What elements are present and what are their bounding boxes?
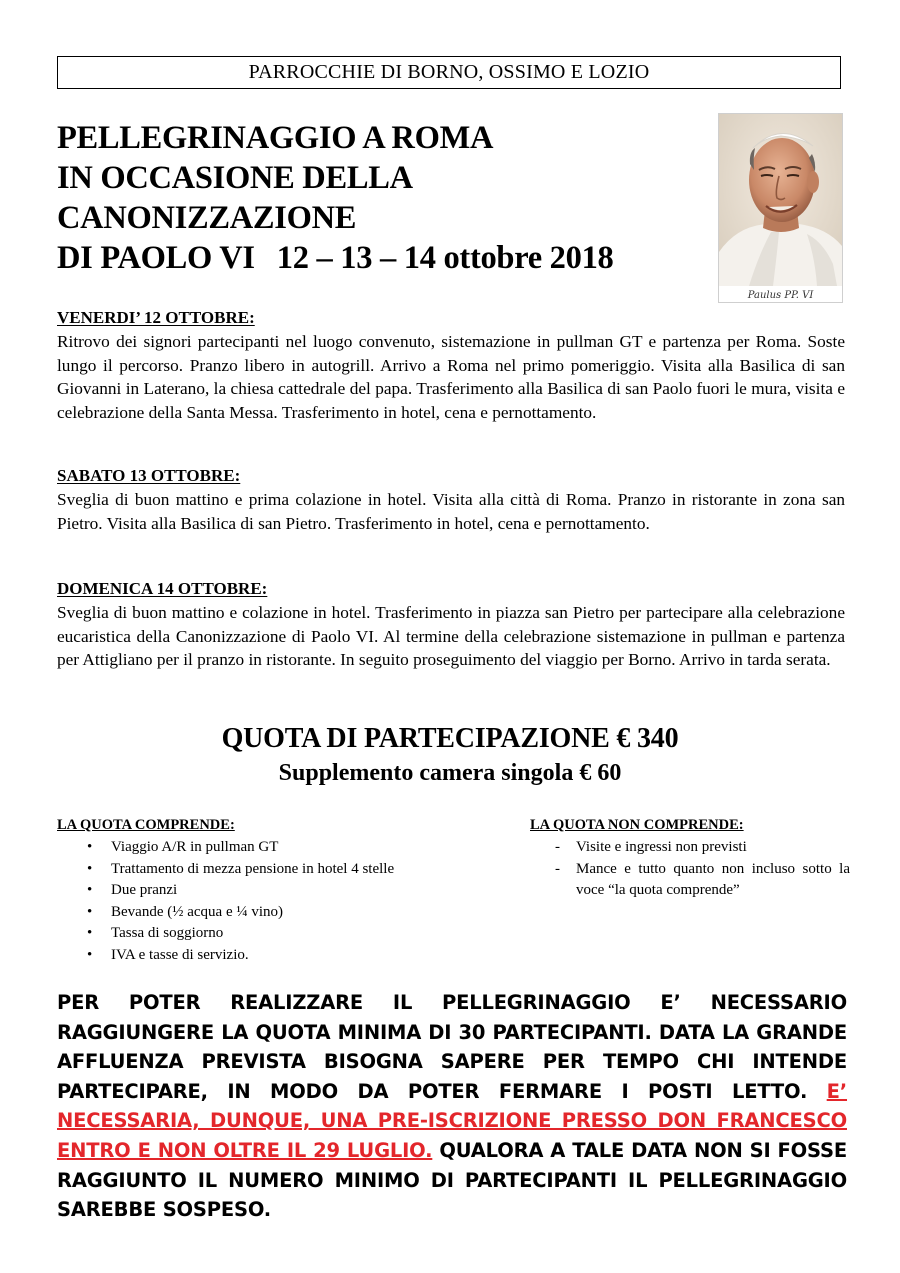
portrait-image [719, 114, 842, 286]
portrait-signature: Paulus PP. VI [747, 290, 814, 301]
list-item: • Viaggio A/R in pullman GT [87, 837, 517, 859]
list-item: • Tassa di soggiorno [87, 923, 517, 945]
list-item: • Due pranzi [87, 880, 517, 902]
day-1-text: Ritrovo dei signori partecipanti nel luogo convenuto, sistemazione in pullman GT e partenza per Roma. Soste lungo il percorso. Pranzo libero in autogrill. Arrivo a Roma nel primo pomeriggio. Visita alla Basilica di san Giovanni in Laterano, la chiesa cattedrale del papa. Trasferimento alla Basilica di san Paolo fuori le mura, visita e celebrazione della Santa Messa. Trasferimento in hotel, cena e pernottamento. [57, 332, 845, 422]
list-item: - Mance e tutto quanto non incluso sotto la voce “la quota comprende” [530, 859, 850, 902]
day-3-text: Sveglia di buon mattino e colazione in hotel. Trasferimento in piazza san Pietro per partecipare alla celebrazione eucaristica della Canonizzazione di Paolo VI. Al termine della celebrazione sistemazione in pullman e partenza per Attigliano per il pranzo in ristorante. In seguito proseguimento del viaggio per Borno. Arrivo in tarda serata. [57, 603, 845, 669]
list-item: • IVA e tasse di servizio. [87, 945, 517, 967]
day-2-section [57, 465, 845, 535]
participation-fee: QUOTA DI PARTECIPAZIONE € 340 [221, 723, 679, 754]
day-1-title: VENERDI’ 12 OTTOBRE: [57, 308, 255, 327]
fee-includes-section [57, 815, 517, 966]
fee-excludes-section [530, 815, 850, 902]
registration-notice [57, 988, 847, 1225]
parishes-header [57, 56, 841, 89]
pope-portrait-photo [718, 113, 843, 303]
list-item: - Visite e ingressi non previsti [530, 837, 850, 859]
notice-text-2: QUALORA A TALE DATA NON SI FOSSE RAGGIUNTO IL NUMERO MINIMO DI PARTECIPANTI IL PELLEGRINAGGIO SAREBBE SOSPESO. [57, 1138, 847, 1222]
day-3-title: DOMENICA 14 OTTOBRE: [57, 579, 268, 598]
parishes-label: PARROCCHIE DI BORNO, OSSIMO E LOZIO [248, 61, 650, 83]
fee-excludes-list [530, 837, 850, 902]
single-room-supplement: Supplemento camera singola € 60 [278, 760, 622, 786]
list-item: • Bevande (½ acqua e ¼ vino) [87, 902, 517, 924]
title-line-4 [57, 238, 707, 278]
title-line-1: PELLEGRINAGGIO A ROMA [57, 120, 494, 156]
title-dates: 12 – 13 – 14 ottobre 2018 [276, 240, 614, 276]
fee-includes-list [57, 837, 517, 966]
pre-registration-deadline: E’ NECESSARIA, DUNQUE, UNA PRE-ISCRIZIONE PRESSO DON FRANCESCO ENTRO E NON OLTRE IL 29 LUGLIO. [57, 1079, 848, 1162]
pilgrimage-title [57, 118, 707, 278]
day-2-text: Sveglia di buon mattino e prima colazione in hotel. Visita alla città di Roma. Pranzo in ristorante in zona san Pietro. Visita alla Basilica di san Pietro. Trasferimento in hotel, cena e pernottamento. [57, 490, 845, 533]
day-1-section [57, 307, 845, 424]
title-line-3: CANONIZZAZIONE [57, 200, 357, 236]
title-line-2: IN OCCASIONE DELLA [57, 160, 413, 196]
fee-includes-title: LA QUOTA COMPRENDE: [57, 817, 235, 833]
fee-excludes-title: LA QUOTA NON COMPRENDE: [530, 817, 744, 833]
list-item: • Trattamento di mezza pensione in hotel 4 stelle [87, 859, 517, 881]
notice-text-1: PER POTER REALIZZARE IL PELLEGRINAGGIO E’ NECESSARIO RAGGIUNGERE LA QUOTA MINIMA DI 30 PARTECIPANTI. DATA LA GRANDE AFFLUENZA PREVISTA BISOGNA SAPERE PER TEMPO CHI INTENDE PARTECIPARE, IN MODO DA POTER FERMARE I POSTI LETTO. [57, 991, 847, 1103]
title-pope-name: DI PAOLO VI [57, 240, 255, 276]
day-3-section [57, 578, 845, 672]
day-2-title: SABATO 13 OTTOBRE: [57, 466, 241, 485]
